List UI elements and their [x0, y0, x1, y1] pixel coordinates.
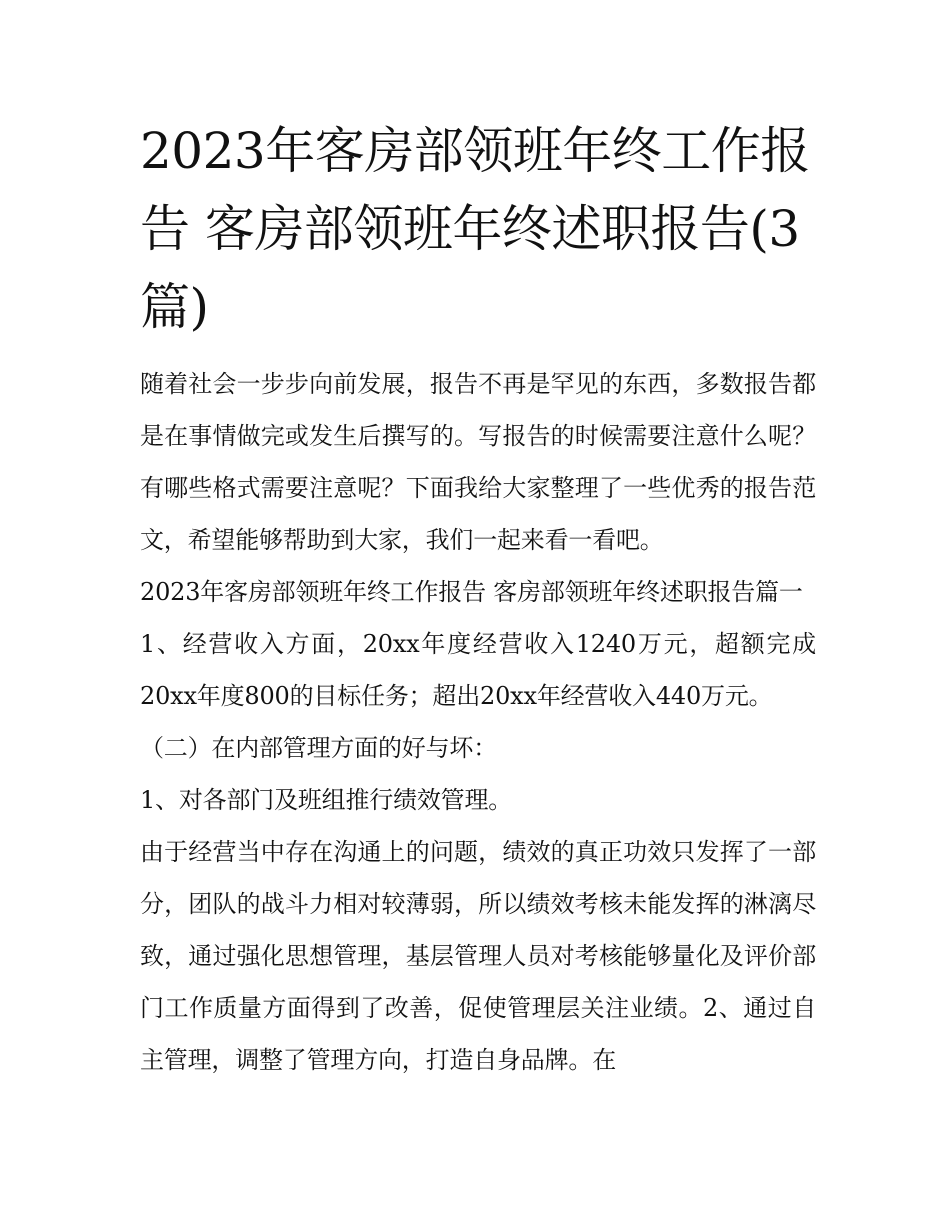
document-title: 2023年客房部领班年终工作报告 客房部领班年终述职报告(3篇) [140, 122, 810, 336]
document-body [140, 358, 816, 1086]
subheading: （二）在内部管理方面的好与坏： [140, 734, 497, 762]
section-heading: 2023年客房部领班年终工作报告 客房部领班年终述职报告篇一 [140, 578, 803, 606]
list-item: 1、对各部门及班组推行绩效管理。 [140, 786, 513, 814]
intro-paragraph: 随着社会一步步向前发展，报告不再是罕见的东西，多数报告都是在事情做完或发生后撰写的。写报告的时候需要注意什么呢？有哪些格式需要注意呢？下面我给大家整理了一些优秀的报告范文，希望能够帮助到大家，我们一起来看一看吧。 [140, 370, 816, 554]
document-page [140, 112, 816, 1086]
body-paragraph: 由于经营当中存在沟通上的问题，绩效的真正功效只发挥了一部分，团队的战斗力相对较薄弱，所以绩效考核未能发挥的淋漓尽致，通过强化思想管理，基层管理人员对考核能够量化及评价部门工作质量方面得到了改善，促使管理层关注业绩。2、通过自主管理，调整了管理方向，打造自身品牌。在 [140, 838, 816, 1074]
list-item: 1、经营收入方面，20xx年度经营收入1240万元，超额完成20xx年度800的目标任务；超出20xx年经营收入440万元。 [140, 630, 816, 710]
